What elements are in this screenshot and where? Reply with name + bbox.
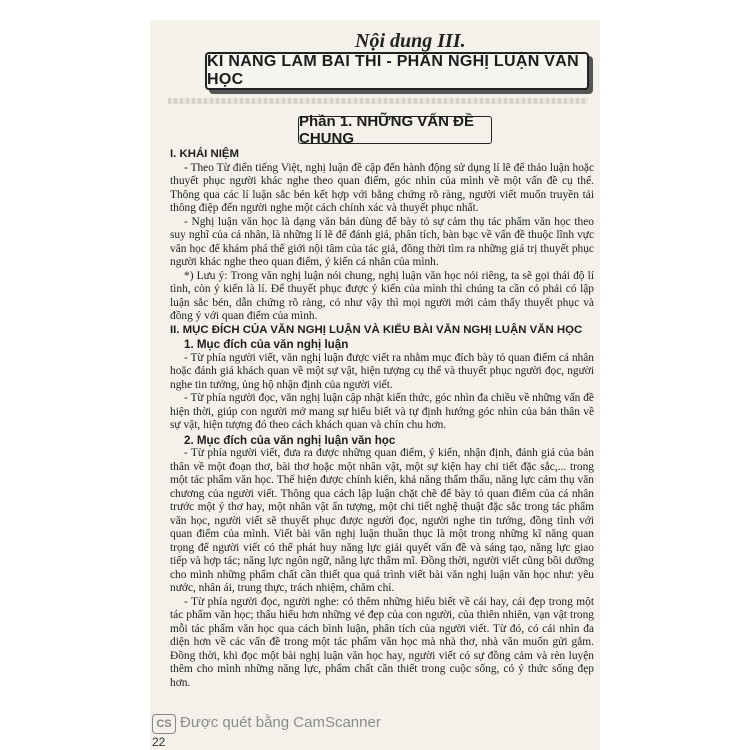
paragraph: - Từ phía người đọc, văn nghị luận cập nhật kiến thức, góc nhìn đa chiều về những vấn đề hiện thời, giúp con người mở mang sự hiểu biết và tự định hướng góc nhìn của bản thân về sự vật, hiện tượng đó theo cách khách quan và chín chu hơn. [170, 392, 594, 431]
bleed-through-strip [168, 98, 588, 104]
document-body [170, 148, 594, 690]
section-title: Phần 1. NHỮNG VẤN ĐỀ CHUNG [298, 116, 492, 144]
paragraph: - Nghị luận văn học là dạng văn bản dùng để bày tỏ sự cảm thụ tác phẩm văn học theo suy nghĩ của cá nhân, là những lí lẽ để đánh giá, phân tích, bàn bạc về vấn đề thuộc lĩnh vực văn học để khám phá thế giới nội tâm của tác giả, đồng thời tìm ra những giá trị thuyết phục người khác nghe theo quan điểm, ý kiến cá nhân của mình. [170, 215, 594, 268]
paragraph: - Từ phía người viết, đưa ra được những quan điểm, ý kiến, nhận định, đánh giá của bản thân về một đoạn thơ, bài thơ hoặc một nhân vật, một sự kiện hay chi tiết đặc sắc,... trong một tác phẩm văn học. Thể hiện được chính kiến, khả năng thẩm thấu, năng lực cảm thụ văn chương của người viết. Thông qua cách lập luận chặt chẽ để bày tỏ quan điểm của cá nhân trước một ý thơ hay, một nhân vật ấn tượng, một chi tiết nghệ thuật đặc sắc trong tác phẩm văn học, người viết sẽ thuyết phục được người đọc, người nghe tin tưởng, đồng tình với quan điểm của mình. Viết bài văn nghị luận thuần thục là một trong những kĩ năng quan trọng để người viết có thể phát huy năng lực giải quyết vấn đề và sáng tạo, năng lực giao tiếp và hợp tác; năng lực ngôn ngữ, năng lực thẩm mĩ. Đồng thời, người viết cũng bồi dưỡng cho mình những phẩm chất cần thiết qua quá trình viết bài văn nghị luận văn học như: yêu nước, nhân ái, trung thực, trách nhiệm, chăm chỉ. [170, 447, 594, 594]
paragraph: - Theo Từ điển tiếng Việt, nghị luận đề cập đến hành động sử dụng lí lẽ để thảo luận hoặc thuyết phục người khác nghe theo quan điểm, góc nhìn của mình về một vấn đề cụ thể. Thông qua các lí luận sắc bén kết hợp với bằng chứng rõ ràng, người viết muốn truyền tải thông điệp đến người nghe một cách chính xác và thuyết phục nhất. [170, 161, 594, 214]
subsection-heading: 1. Mục đích của văn nghị luận [184, 338, 349, 351]
paragraph: - Từ phía người đọc, người nghe: có thêm những hiểu biết về cái hay, cái đẹp trong một tác phẩm văn học; thấu hiểu hơn những vẻ đẹp của con người, của thiên nhiên, vạn vật trong mỗi tác phẩm văn học qua cách bình luận, phân tích của người viết. Từ đó, có cái nhìn đa diện hơn về các vấn đề trong một tác phẩm văn học mà nhà thơ, nhà văn muốn gửi gắm. Đồng thời, khi đọc một bài nghị luận văn học hay, người viết có sự đồng cảm và rèn luyện thêm cho mình những năng lực, phẩm chất cần thiết trong cuộc sống, có ý thức sống đẹp hơn. [170, 595, 594, 689]
content-kicker: Nội dung III. [355, 30, 466, 52]
section-heading: II. MỤC ĐÍCH CỦA VĂN NGHỊ LUẬN VÀ KIỂU BÀI VĂN NGHỊ LUẬN VĂN HỌC [170, 323, 583, 336]
section-heading: I. KHÁI NIỆM [170, 148, 239, 160]
chapter-banner: KĨ NĂNG LÀM BÀI THI - PHẦN NGHỊ LUẬN VĂN HỌC [205, 52, 589, 90]
camscanner-logo-icon: CS [152, 714, 176, 734]
paragraph: *) Lưu ý: Trong văn nghị luận nói chung, nghị luận văn học nói riêng, ta sẽ gọi thái độ lí tình, còn ý kiến là lí. Để thuyết phục được ý kiến của mình thì chúng ta cần có phải có lập luận sắc bén, dẫn chứng rõ ràng, có như vậy thì mọi người mới cảm thấy thuyết phục và đồng ý với quan điểm của mình. [170, 269, 594, 322]
paragraph: - Từ phía người viết, văn nghị luận được viết ra nhằm mục đích bày tỏ quan điểm cá nhân hoặc đánh giá khách quan về một sự vật, hiện tượng cụ thể và thuyết phục người đọc, người nghe tin tưởng, ủng hộ nhận định của người viết. [170, 351, 594, 391]
page-number: 22 [152, 735, 166, 749]
scanner-watermark-text: Được quét bằng CamScanner [180, 714, 381, 731]
subsection-heading: 2. Mục đích của văn nghị luận văn học [184, 433, 396, 447]
